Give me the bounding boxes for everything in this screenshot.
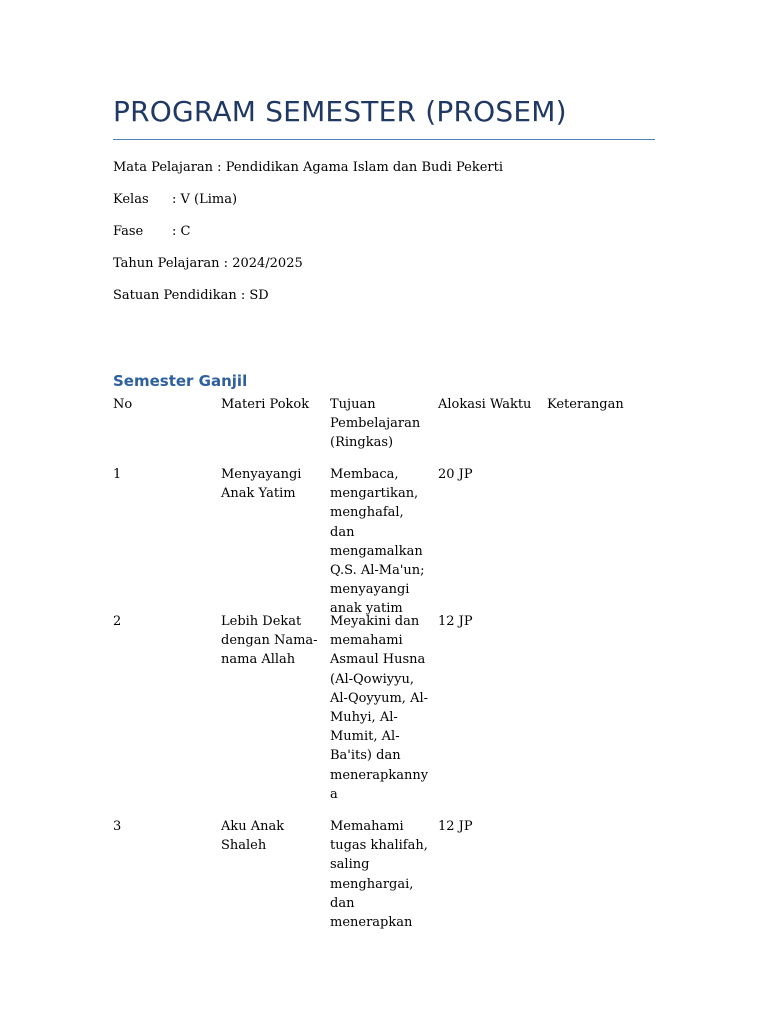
row-tujuan: Membaca, mengartikan, menghafal, dan mengamalkan Q.S. Al-Ma'un; menyayangi anak yatim	[330, 467, 425, 617]
row-materi: Menyayangi Anak Yatim	[221, 467, 302, 502]
section-heading: Semester Ganjil	[113, 372, 248, 390]
header-keterangan: Keterangan	[547, 397, 624, 412]
meta-tahun-pelajaran: Tahun Pelajaran : 2024/2025	[113, 256, 303, 271]
title-underline	[113, 139, 655, 140]
meta-mata-pelajaran: Mata Pelajaran : Pendidikan Agama Islam dan Budi Pekerti	[113, 160, 503, 175]
header-materi-pokok: Materi Pokok	[221, 397, 310, 412]
page-title: PROGRAM SEMESTER (PROSEM)	[113, 95, 567, 128]
meta-fase-label: Fase	[113, 224, 144, 239]
row-materi: Lebih Dekat dengan Nama- nama Allah	[221, 614, 318, 668]
header-no: No	[113, 397, 133, 412]
meta-kelas-label: Kelas	[113, 192, 149, 207]
meta-satuan-pendidikan: Satuan Pendidikan : SD	[113, 288, 269, 303]
row-materi: Aku Anak Shaleh	[221, 819, 285, 854]
row-alokasi: 12 JP	[438, 819, 473, 834]
header-tujuan-pembelajaran: Tujuan Pembelajaran (Ringkas)	[330, 397, 421, 451]
meta-fase	[113, 224, 190, 239]
meta-kelas-value: : V (Lima)	[172, 192, 238, 207]
meta-kelas	[113, 192, 237, 207]
meta-fase-value: : C	[172, 224, 191, 239]
row-alokasi: 12 JP	[438, 614, 473, 629]
row-no: 2	[113, 614, 122, 629]
row-tujuan: Memahami tugas khalifah, saling menghargai, dan menerapkan	[330, 819, 428, 931]
row-tujuan: Meyakini dan memahami Asmaul Husna (Al-Qowiyyu, Al-Qoyyum, Al- Muhyi, Al- Mumit, Al- Ba'its) dan menerapkanny a	[330, 614, 429, 802]
header-alokasi-waktu: Alokasi Waktu	[438, 397, 532, 412]
row-no: 3	[113, 819, 122, 834]
row-no: 1	[113, 467, 122, 482]
row-alokasi: 20 JP	[438, 467, 473, 482]
